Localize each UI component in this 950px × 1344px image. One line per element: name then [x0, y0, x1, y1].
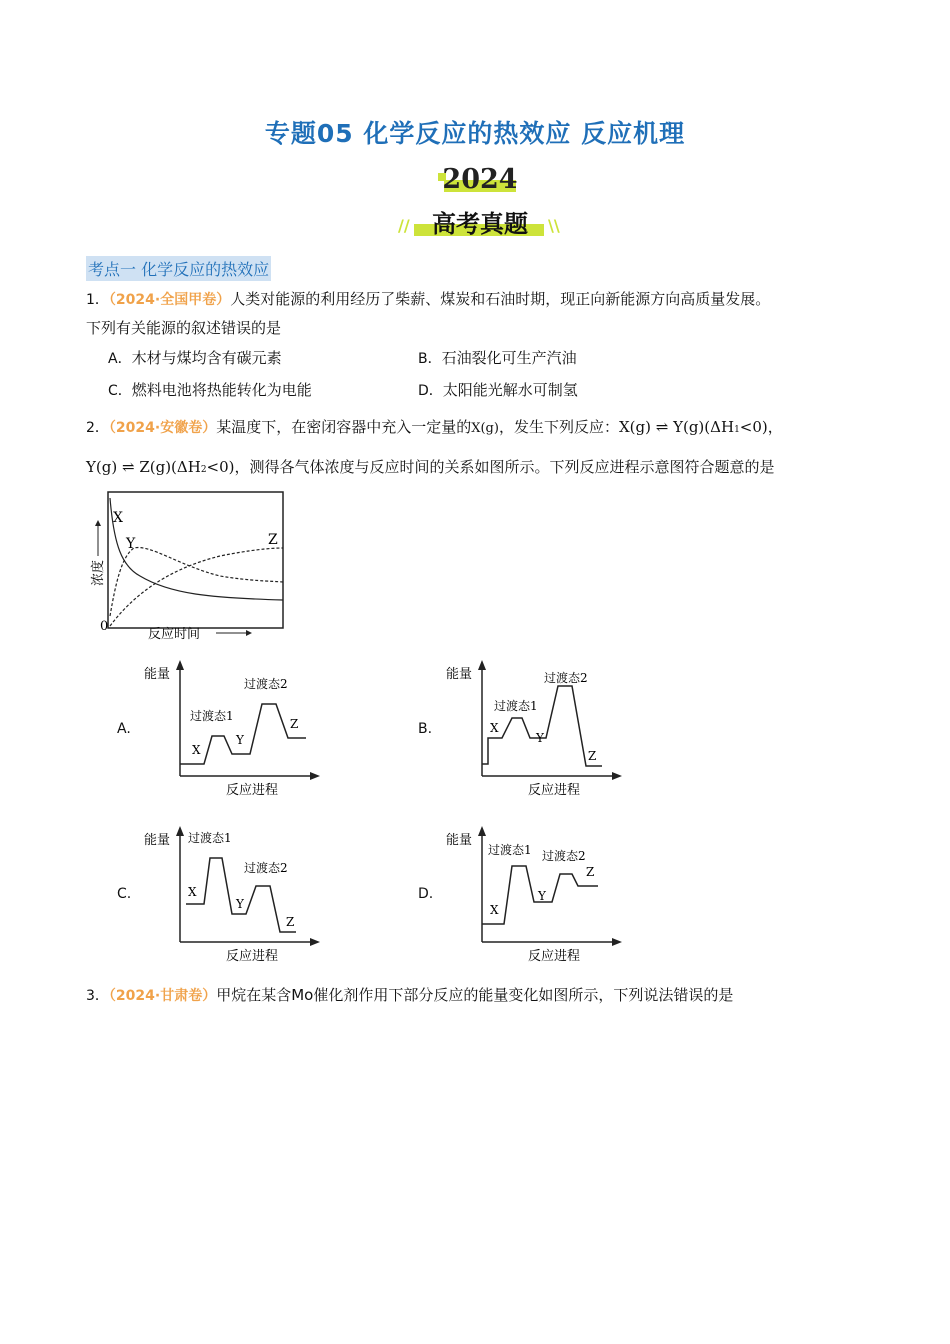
- svg-text:Y: Y: [536, 731, 544, 745]
- q2-option-d-letter[interactable]: D.: [418, 886, 434, 902]
- year-text: 2024: [442, 164, 518, 195]
- equation-1: X(g) ⇌ Y(g)(ΔH1<0): [618, 418, 768, 436]
- svg-text:Z: Z: [290, 717, 299, 731]
- slash-left: //: [398, 216, 410, 235]
- equation-2: Y(g) ⇌ Z(g)(ΔH2<0): [86, 458, 235, 476]
- y-axis-label: 浓度: [91, 559, 106, 586]
- svg-text:过渡态1: 过渡态1: [190, 709, 234, 723]
- svg-text:过渡态1: 过渡态1: [488, 843, 532, 857]
- question-text: 人类对能源的利用经历了柴薪、煤炭和石油时期，现正向新能源方向高质量发展。: [230, 290, 771, 308]
- svg-text:Y: Y: [236, 733, 244, 747]
- question-number: 3．: [86, 988, 109, 1004]
- svg-text:过渡态1: 过渡态1: [494, 699, 538, 713]
- q1-option-a[interactable]: A．木材与煤均含有碳元素: [108, 349, 282, 367]
- svg-text:X: X: [490, 721, 499, 735]
- svg-text:过渡态2: 过渡态2: [244, 677, 288, 691]
- svg-text:过渡态1: 过渡态1: [188, 831, 232, 845]
- svg-text:Z: Z: [586, 865, 595, 879]
- question-number: 2．: [86, 420, 109, 436]
- q2-option-a-letter[interactable]: A.: [117, 721, 131, 737]
- question-1: [86, 287, 770, 312]
- svg-text:能量: 能量: [446, 833, 473, 848]
- question-2-line2: Y(g) ⇌ Z(g)(ΔH2<0)，测得各气体浓度与反应时间的关系如图所示。下列反应进程示意图符合题意的是: [86, 458, 775, 476]
- subtitle-banner: [398, 202, 562, 242]
- svg-text:反应进程: 反应进程: [528, 783, 581, 798]
- question-source: （2024·全国甲卷）: [108, 292, 231, 308]
- svg-text:Z: Z: [588, 749, 597, 763]
- curve-z: [110, 548, 283, 626]
- x-axis-label: 反应时间: [148, 627, 201, 642]
- section-heading: 考点一 化学反应的热效应: [86, 256, 271, 281]
- svg-text:反应进程: 反应进程: [528, 949, 581, 964]
- curve-x: [110, 498, 283, 600]
- q2-option-c-letter[interactable]: C.: [117, 886, 132, 902]
- svg-text:能量: 能量: [144, 667, 171, 682]
- question-2: 2．（2024·安徽卷）某温度下，在密闭容器中充入一定量的X(g)，发生下列反应：X(g) ⇌ Y(g)(ΔH1<0)，: [86, 418, 783, 436]
- species-x: X(g): [471, 421, 499, 436]
- svg-text:过渡态2: 过渡态2: [244, 861, 288, 875]
- svg-text:反应进程: 反应进程: [226, 949, 279, 964]
- label-z: Z: [268, 532, 278, 548]
- svg-text:过渡态2: 过渡态2: [544, 671, 588, 685]
- svg-text:Y: Y: [538, 889, 546, 903]
- svg-text:X: X: [192, 743, 201, 757]
- question-source: （2024·甘肃卷）: [108, 988, 217, 1004]
- q1-option-d[interactable]: D．太阳能光解水可制氢: [418, 381, 578, 399]
- svg-text:Z: Z: [286, 915, 295, 929]
- q1-option-c[interactable]: C．燃料电池将热能转化为电能: [108, 381, 312, 399]
- question-source: （2024·安徽卷）: [108, 420, 217, 436]
- svg-text:反应进程: 反应进程: [226, 783, 279, 798]
- subtitle-text: 高考真题: [432, 210, 528, 238]
- question-number: 1．: [86, 292, 109, 308]
- label-x: X: [113, 510, 123, 526]
- svg-text:能量: 能量: [144, 833, 171, 848]
- svg-text:能量: 能量: [446, 667, 473, 682]
- concentration-time-chart: [90, 486, 290, 646]
- svg-text:X: X: [188, 885, 197, 899]
- svg-text:Y: Y: [236, 897, 244, 911]
- label-y: Y: [126, 536, 136, 552]
- q1-option-b[interactable]: B．石油裂化可生产汽油: [418, 349, 577, 367]
- question-1-line2: 下列有关能源的叙述错误的是: [86, 319, 282, 337]
- catalyst-mo: Mo: [291, 986, 314, 1004]
- q2-option-a-chart[interactable]: [140, 660, 330, 800]
- slash-right: \\: [548, 216, 560, 235]
- q2-option-d-chart[interactable]: [442, 826, 632, 966]
- q2-option-b-letter[interactable]: B.: [418, 721, 433, 737]
- origin-label: 0: [100, 619, 109, 634]
- svg-text:X: X: [490, 903, 499, 917]
- q2-option-c-chart[interactable]: [140, 826, 330, 966]
- chart-frame: [108, 492, 283, 628]
- q2-option-b-chart[interactable]: [442, 660, 632, 800]
- page-title: 专题05 化学反应的热效应 反应机理: [264, 119, 686, 148]
- question-3: 3．（2024·甘肃卷）甲烷在某含Mo催化剂作用下部分反应的能量变化如图所示，下列说法错误的是: [86, 986, 734, 1004]
- curve-y: [110, 548, 283, 616]
- year-banner: [438, 166, 522, 198]
- svg-text:过渡态2: 过渡态2: [542, 849, 586, 863]
